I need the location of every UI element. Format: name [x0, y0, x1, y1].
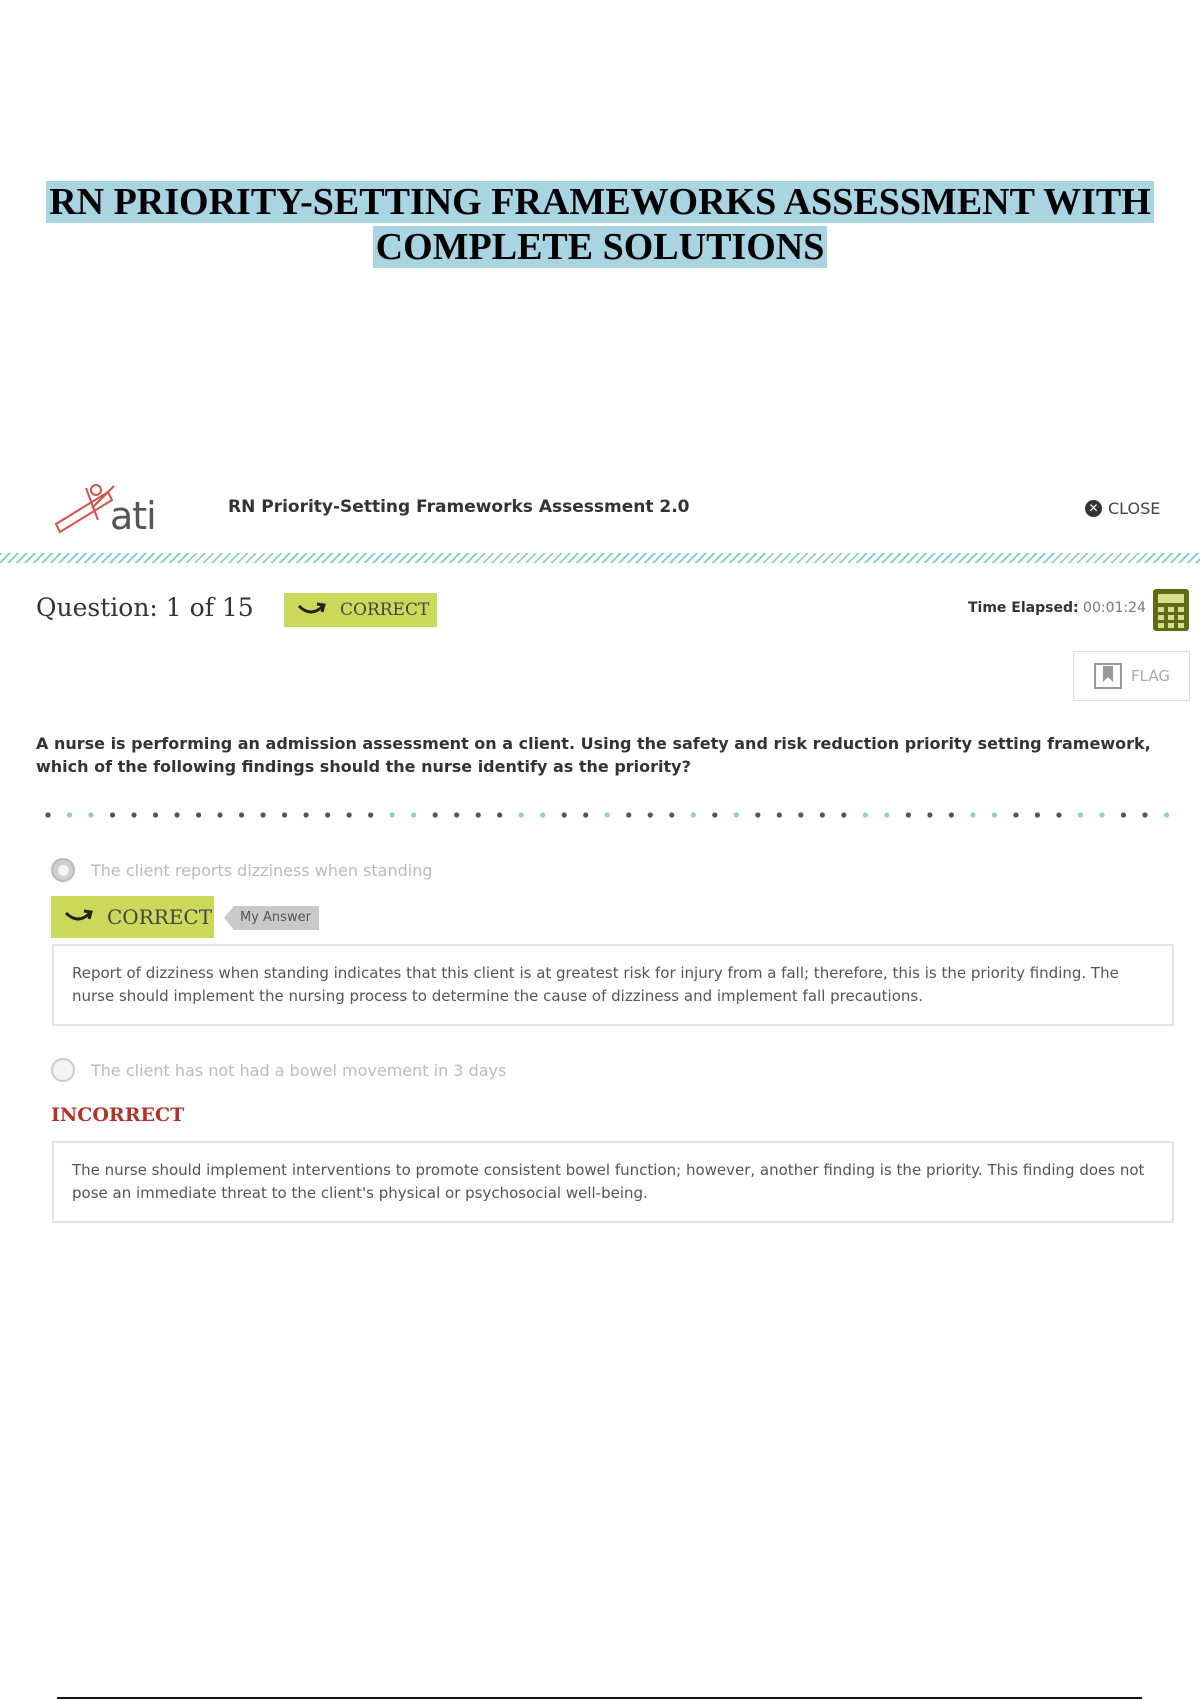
- answer-1-result-label: CORRECT: [107, 905, 213, 929]
- progress-dot: [304, 812, 309, 817]
- progress-dot: [798, 812, 803, 817]
- question-text: A nurse is performing an admission assessment on a client. Using the safety and risk reduction priority setting framework, which of the following findings should the nurse identify as the priority?: [36, 734, 1151, 776]
- progress-dot: [88, 812, 93, 817]
- document-title-line2: COMPLETE SOLUTIONS: [373, 226, 828, 268]
- flag-button[interactable]: [1073, 651, 1190, 701]
- progress-dot: [648, 812, 653, 817]
- answer-option-1-text: The client reports dizziness when standing: [91, 860, 433, 880]
- time-elapsed: [968, 600, 1146, 616]
- progress-dot: [712, 812, 717, 817]
- progress-dot: [605, 812, 610, 817]
- progress-dot: [519, 812, 524, 817]
- progress-dot: [1099, 812, 1104, 817]
- progress-dots: [44, 810, 1184, 820]
- progress-dot: [863, 812, 868, 817]
- close-icon: ✕: [1085, 500, 1102, 517]
- answer-option-1[interactable]: [51, 858, 433, 882]
- progress-dot: [691, 812, 696, 817]
- progress-dot: [67, 812, 72, 817]
- progress-dot: [820, 812, 825, 817]
- progress-dot: [45, 812, 50, 817]
- progress-dot: [669, 812, 674, 817]
- progress-dot: [1035, 812, 1040, 817]
- progress-dot: [583, 812, 588, 817]
- progress-dot: [368, 812, 373, 817]
- question-status-badge: [284, 593, 437, 627]
- progress-dot: [217, 812, 222, 817]
- answer-option-2[interactable]: [51, 1058, 506, 1082]
- header-divider: [0, 553, 1200, 563]
- progress-dot: [1013, 812, 1018, 817]
- answer-option-2-text: The client has not had a bowel movement in 3 days: [91, 1060, 507, 1080]
- progress-dot: [153, 812, 158, 817]
- progress-dot: [411, 812, 416, 817]
- question-status-label: CORRECT: [340, 600, 430, 620]
- logo-text: ati: [110, 494, 156, 538]
- progress-dot: [110, 812, 115, 817]
- progress-dot: [390, 812, 395, 817]
- progress-dot: [1164, 812, 1169, 817]
- document-title-line1: RN PRIORITY-SETTING FRAMEWORKS ASSESSMENT WITH: [46, 181, 1154, 223]
- answer-2-rationale: The nurse should implement interventions to promote consistent bowel function; however, another finding is the priority. This finding does not pose an immediate threat to the client's physical or psychosocial well-being.: [52, 1141, 1174, 1223]
- progress-dot: [1056, 812, 1061, 817]
- my-answer-tag: My Answer: [234, 906, 319, 930]
- progress-dot: [433, 812, 438, 817]
- app-title: RN Priority-Setting Frameworks Assessment 2.0: [228, 497, 690, 517]
- answer-1-rationale: Report of dizziness when standing indicates that this client is at greatest risk for injury from a fall; therefore, this is the priority finding. The nurse should implement the nursing process to determine the cause of dizziness and implement fall precautions.: [52, 944, 1174, 1026]
- page-bottom-rule: [57, 1697, 1142, 1699]
- progress-dot: [325, 812, 330, 817]
- progress-dot: [282, 812, 287, 817]
- close-label: CLOSE: [1108, 499, 1161, 518]
- radio-icon[interactable]: [51, 1058, 75, 1082]
- progress-dot: [174, 812, 179, 817]
- close-button[interactable]: [1085, 499, 1160, 518]
- progress-dot: [906, 812, 911, 817]
- progress-dot: [131, 812, 136, 817]
- progress-dot: [1078, 812, 1083, 817]
- progress-dot: [970, 812, 975, 817]
- progress-dot: [755, 812, 760, 817]
- progress-dot: [841, 812, 846, 817]
- progress-dot: [196, 812, 201, 817]
- progress-dot: [562, 812, 567, 817]
- time-elapsed-value: 00:01:24: [1083, 600, 1146, 616]
- progress-dot: [1142, 812, 1147, 817]
- progress-dot: [992, 812, 997, 817]
- radio-icon[interactable]: [51, 858, 75, 882]
- ati-logo: [52, 478, 172, 544]
- answer-2-result-label: INCORRECT: [51, 1104, 185, 1126]
- document-title: [0, 180, 1200, 270]
- progress-dot: [777, 812, 782, 817]
- progress-dot: [1121, 812, 1126, 817]
- arrow-icon: [296, 602, 326, 618]
- progress-dot: [949, 812, 954, 817]
- progress-dot: [260, 812, 265, 817]
- question-number: Question: 1 of 15: [36, 593, 254, 622]
- bookmark-icon: [1093, 662, 1123, 690]
- progress-dot: [497, 812, 502, 817]
- progress-dot: [626, 812, 631, 817]
- progress-dot: [734, 812, 739, 817]
- calculator-icon[interactable]: [1152, 588, 1190, 632]
- progress-dot: [884, 812, 889, 817]
- progress-dot: [540, 812, 545, 817]
- arrow-icon: [63, 909, 93, 925]
- progress-dot: [454, 812, 459, 817]
- progress-dot: [347, 812, 352, 817]
- progress-dot: [476, 812, 481, 817]
- progress-dot: [927, 812, 932, 817]
- flag-label: FLAG: [1131, 667, 1170, 685]
- answer-1-result-badge: [51, 896, 214, 938]
- progress-dot: [239, 812, 244, 817]
- time-elapsed-label: Time Elapsed:: [968, 600, 1079, 616]
